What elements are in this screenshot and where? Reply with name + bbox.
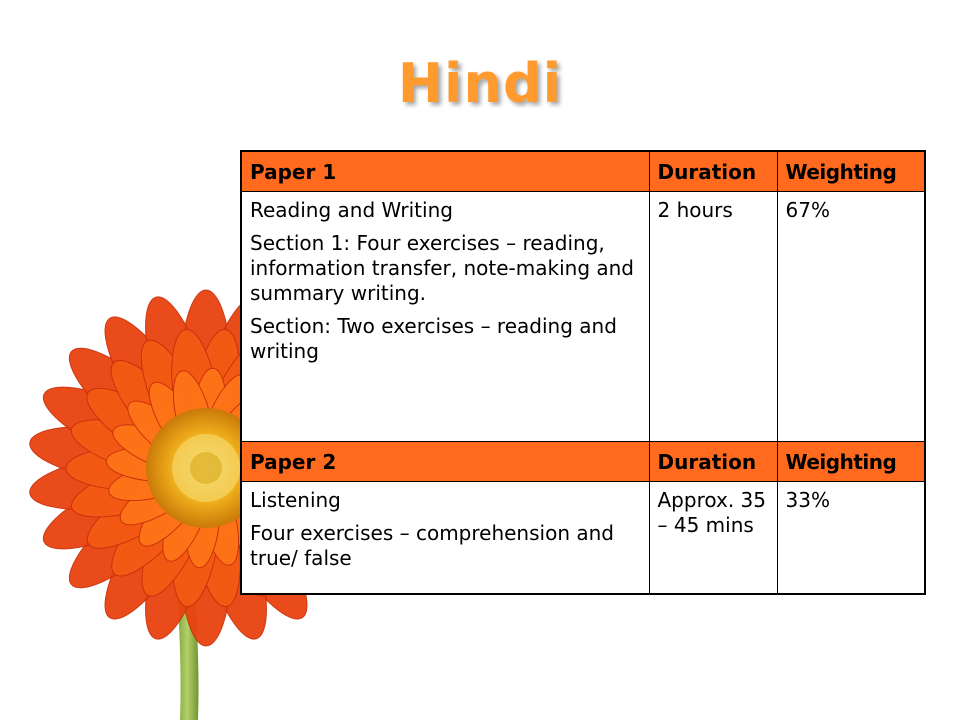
paper-line: Section: Two exercises – reading and writing — [250, 314, 617, 363]
header-paper: Paper 2 — [241, 442, 649, 482]
paper-description — [241, 192, 649, 442]
table-row — [241, 482, 925, 594]
paper-line: Listening — [250, 488, 341, 512]
paper-line: Four exercises – comprehension and true/ false — [250, 521, 614, 570]
duration-cell: 2 hours — [649, 192, 777, 442]
weighting-cell: 67% — [777, 192, 925, 442]
header-weighting: Weighting — [777, 151, 925, 192]
paper-line: Section 1: Four exercises – reading, information transfer, note-making and summary writing. — [250, 231, 634, 305]
table-header-row — [241, 442, 925, 482]
header-duration: Duration — [649, 151, 777, 192]
header-paper: Paper 1 — [241, 151, 649, 192]
duration-cell: Approx. 35 – 45 mins — [649, 482, 777, 594]
paper-description — [241, 482, 649, 594]
header-duration: Duration — [649, 442, 777, 482]
weighting-cell: 33% — [777, 482, 925, 594]
slide-title: Hindi — [397, 52, 563, 115]
paper-line: Reading and Writing — [250, 198, 453, 222]
header-weighting: Weighting — [777, 442, 925, 482]
table-header-row — [241, 151, 925, 192]
course-table — [240, 150, 926, 595]
table-row — [241, 192, 925, 442]
